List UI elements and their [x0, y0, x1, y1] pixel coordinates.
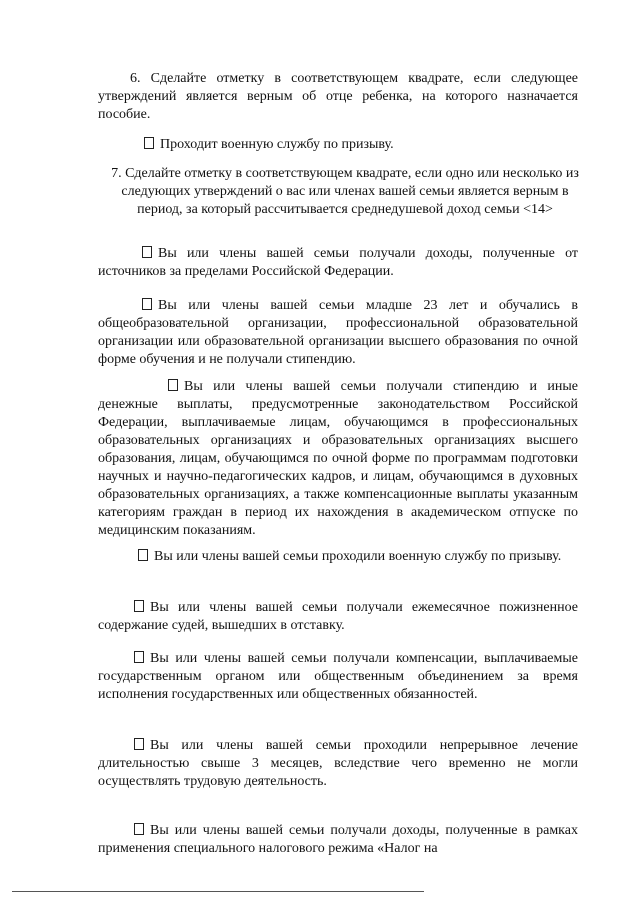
checkbox-icon[interactable]: [144, 137, 154, 149]
checkbox-icon[interactable]: [138, 549, 148, 561]
question-7-option-2[interactable]: Вы или члены вашей семьи младше 23 лет и обучались в общеобразовательной организации, профессиональной образовательной организации или образовательной организации высшего образования по очной форме обучения и не получали стипендию.: [98, 298, 578, 367]
question-7-option-5[interactable]: Вы или члены вашей семьи получали ежемесячное пожизненное содержание судей, вышедших в отставку.: [98, 600, 578, 633]
checkbox-icon[interactable]: [134, 823, 144, 835]
question-6-heading: 6. Сделайте отметку в соответствующем квадрате, если следующее утверждений является верным об отце ребенка, на которого назначается пособие.: [98, 71, 578, 122]
question-7-option-7[interactable]: Вы или члены вашей семьи проходили непрерывное лечение длительностью свыше 3 месяцев, вследствие чего временно не могли осуществлять трудовую деятельность.: [98, 738, 578, 789]
question-7-option-1[interactable]: Вы или члены вашей семьи получали доходы, полученные от источников за пределами Российской Федерации.: [98, 246, 578, 279]
footnote-divider: [12, 891, 424, 892]
checkbox-icon[interactable]: [142, 298, 152, 310]
checkbox-icon[interactable]: [168, 379, 178, 391]
question-7-option-6[interactable]: Вы или члены вашей семьи получали компенсации, выплачиваемые государственным органом или общественным объединением за время исполнения государственных или общественных обязанностей.: [98, 651, 578, 702]
question-7-option-4[interactable]: Вы или члены вашей семьи проходили военную службу по призыву.: [98, 548, 578, 566]
checkbox-icon[interactable]: [134, 600, 144, 612]
checkbox-icon[interactable]: [134, 738, 144, 750]
question-7-heading: 7. Сделайте отметку в соответствующем квадрате, если одно или несколько из следующих утверждений о вас или членах вашей семьи является верным в период, за который рассчитывается среднедушевой доход семьи <14>: [111, 166, 579, 217]
question-6-option-1[interactable]: Проходит военную службу по призыву.: [98, 136, 578, 154]
question-7-option-8[interactable]: Вы или члены вашей семьи получали доходы, полученные в рамках применения специального налогового режима «Налог на: [98, 823, 578, 856]
checkbox-icon[interactable]: [142, 246, 152, 258]
question-7-option-3[interactable]: Вы или члены вашей семьи получали стипендию и иные денежные выплаты, предусмотренные законодательством Российской Федерации, выплачиваемые лицам, обучающимся в профессиональных образовательных организациях и образовательных организациях высшего образования, лицам, обучающимся по очной форме по программам подготовки научных и научно-педагогических кадров, и лицам, обучающимся в духовных образовательных организациях, а также компенсационные выплаты указанным категориям граждан в период их нахождения в академическом отпуске по медицинским показаниям.: [98, 379, 578, 538]
checkbox-icon[interactable]: [134, 651, 144, 663]
